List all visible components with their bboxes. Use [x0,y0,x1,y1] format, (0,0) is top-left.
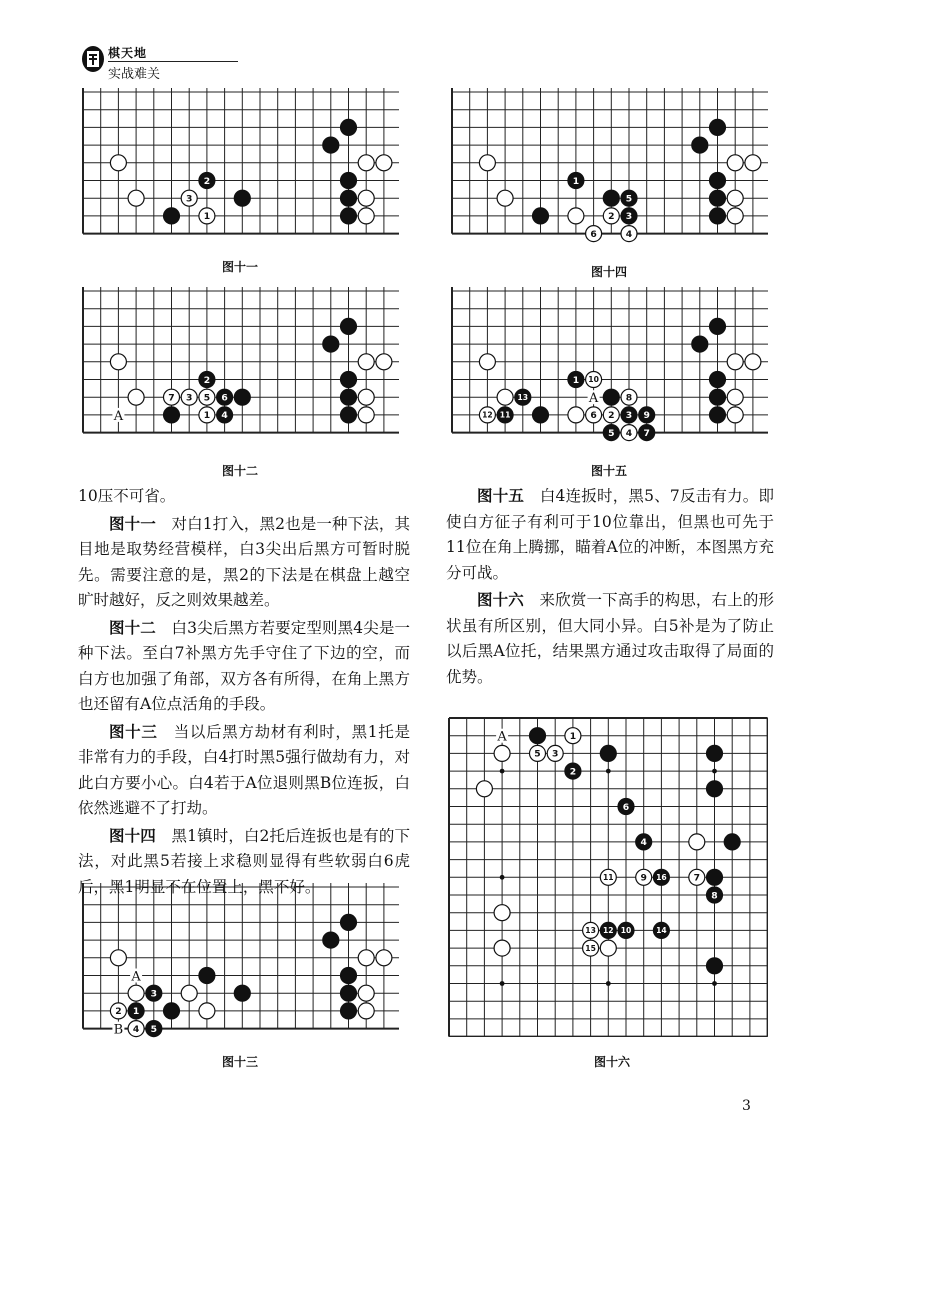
series-title: 棋天地 [108,46,148,60]
publisher-logo-icon [80,44,106,74]
move-number-label: 10 [620,926,632,936]
white-stone [568,407,584,423]
paragraph-fig13: 图十三 当以后黑方劫材有利时，黑1托是非常有力的手段，白4打时黑5强行做劫有力，对此白方要小心。白4若于A位退则黑B位连扳，白依然逃避不了打劫。 [78,722,410,817]
black-stone [234,985,250,1001]
star-point [500,981,505,986]
move-number-label: 4 [132,1023,140,1035]
move-number-label: 10 [588,375,599,385]
white-stone [497,389,513,405]
star-point [712,981,717,986]
black-stone [341,985,357,1001]
move-number-label: 7 [643,427,650,439]
move-number-label: 8 [711,890,718,902]
white-stone [600,940,616,956]
move-number-label: 16 [656,873,667,883]
black-stone [707,958,723,974]
star-point [500,769,505,774]
move-number-label: 2 [569,766,577,778]
position-mark-label: A [588,391,599,407]
black-stone [323,932,339,948]
move-number-label: 1 [572,374,580,386]
black-stone [341,119,357,135]
black-stone [710,318,726,334]
white-stone [358,208,374,224]
star-point [606,769,611,774]
black-stone [533,407,549,423]
paragraph-fig11: 图十一 对白1打入，黑2也是一种下法，其目地是取势经营模样，白3尖出后黑方可暂时脱先。需要注意的是，黑2的下法是在棋盘上越空旷时越好，反之则效果越差。 [78,514,410,609]
white-stone [376,155,392,171]
move-number-label: 15 [585,943,596,953]
move-number-label: 3 [185,392,193,404]
white-stone [494,940,510,956]
black-stone [692,336,708,352]
black-stone [341,407,357,423]
black-stone [234,190,250,206]
black-stone [341,389,357,405]
move-number-label: 9 [640,872,647,884]
black-stone [341,372,357,388]
black-stone [164,1003,180,1019]
black-stone [710,190,726,206]
diagram-caption-12: 图十二 [221,464,258,478]
white-stone [476,781,492,797]
move-number-label: 3 [551,748,559,760]
move-number-label: 11 [603,873,614,883]
move-number-label: 2 [115,1006,122,1018]
black-stone [341,914,357,930]
move-number-label: 12 [603,926,614,936]
position-mark-label: A [113,408,124,424]
black-stone [341,318,357,334]
white-stone [128,190,144,206]
move-number-label: 5 [203,392,211,404]
right-column-text [446,484,774,692]
black-stone [341,208,357,224]
move-number-label: 2 [608,410,615,422]
diagram-caption-11: 图十一 [221,260,258,274]
white-stone [745,354,761,370]
go-diagram-13 [79,883,399,1039]
white-stone [727,389,743,405]
white-stone [727,354,743,370]
white-stone [497,190,513,206]
move-number-label: 5 [625,193,633,205]
diagram-caption-14: 图十四 [590,265,627,279]
white-stone [568,208,584,224]
white-stone [727,208,743,224]
star-point [606,981,611,986]
move-number-label: 11 [499,410,511,420]
black-stone [710,208,726,224]
white-stone [727,407,743,423]
star-point [500,875,505,880]
black-stone [323,137,339,153]
move-number-label: 5 [608,427,615,439]
move-number-label: 2 [203,374,211,386]
black-stone [600,745,616,761]
black-stone [707,745,723,761]
move-number-label: 3 [625,211,633,223]
white-stone [358,985,374,1001]
move-number-label: 4 [640,837,647,849]
position-mark-label: A [497,729,507,745]
move-number-label: 1 [569,731,577,743]
white-stone [358,190,374,206]
move-number-label: 1 [203,211,211,223]
black-stone [234,389,250,405]
move-number-label: 3 [185,193,193,205]
move-number-label: 1 [203,410,211,422]
go-diagram-15 [448,287,768,443]
move-number-label: 6 [590,410,597,422]
black-stone [341,173,357,189]
black-stone [341,190,357,206]
white-stone [110,354,126,370]
white-stone [358,1003,374,1019]
white-stone [689,834,705,850]
star-point [712,769,717,774]
white-stone [727,190,743,206]
header-rule [108,61,238,62]
white-stone [376,950,392,966]
move-number-label: 12 [482,410,493,420]
diagram-caption-13: 图十三 [221,1055,258,1069]
diagram-caption-16: 图十六 [593,1055,630,1069]
position-mark-label: A [131,969,141,985]
white-stone [358,155,374,171]
go-diagram-12 [79,287,399,443]
paragraph-fig14: 图十四 黑1镇时，白2托后连扳也是有的下法，对此黑5若接上求稳则显得有些软弱白6虎后，黑1明显不在位置上，黑不好。 [78,826,410,896]
black-stone [603,190,619,206]
chapter-subtitle: 实战难关 [108,67,161,82]
black-stone [710,389,726,405]
black-stone [710,173,726,189]
paragraph-fig12: 图十二 白3尖后黑方若要定型则黑4尖是一种下法。至白7补黑方先手守住了下边的空，而白方也加强了角部，双方各有所得，在角上黑方也还留有A位点活角的手段。 [78,618,410,713]
white-stone [110,155,126,171]
move-number-label: 2 [203,175,211,187]
move-number-label: 7 [168,392,175,404]
move-number-label: 14 [656,926,667,936]
black-stone [341,1003,357,1019]
position-mark-label: B [113,1022,124,1038]
move-number-label: 2 [608,211,615,223]
black-stone [603,389,619,405]
move-number-label: 13 [585,926,596,936]
paragraph-fig16: 图十六 来欣赏一下高手的构思，右上的形状虽有所区别，但大同小异。白5补是为了防止以后黑A位托，结果黑方通过攻击取得了局面的优势。 [446,591,774,686]
move-number-label: 3 [625,410,633,422]
black-stone [692,137,708,153]
move-number-label: 4 [625,228,633,240]
white-stone [110,950,126,966]
black-stone [530,728,546,744]
black-stone [710,372,726,388]
diagram-caption-15: 图十五 [590,464,627,478]
go-diagram-14 [448,88,768,244]
move-number-label: 1 [572,175,580,187]
move-number-label: 8 [625,392,633,404]
white-stone [376,354,392,370]
black-stone [707,869,723,885]
black-stone [707,781,723,797]
black-stone [164,407,180,423]
go-diagram-16 [446,715,768,1037]
black-stone [724,834,740,850]
move-number-label: 4 [221,410,228,422]
move-number-label: 1 [132,1006,140,1018]
white-stone [358,389,374,405]
white-stone [128,389,144,405]
white-stone [358,950,374,966]
paragraph-continuation: 10压不可省。 [78,487,176,505]
move-number-label: 5 [534,748,541,760]
move-number-label: 6 [221,392,228,404]
go-diagram-11 [79,88,399,244]
move-number-label: 5 [150,1023,158,1035]
white-stone [494,745,510,761]
paragraph-fig15: 图十五 白4连扳时，黑5、7反击有力。即使白方征子有利可于10位靠出，但黑也可先于11位在角上腾挪，瞄着A位的冲断，本图黑方充分可战。 [446,487,774,582]
white-stone [727,155,743,171]
black-stone [199,968,215,984]
white-stone [181,985,197,1001]
white-stone [479,354,495,370]
black-stone [710,407,726,423]
black-stone [533,208,549,224]
white-stone [358,354,374,370]
black-stone [341,968,357,984]
move-number-label: 4 [625,427,633,439]
move-number-label: 7 [693,872,701,884]
move-number-label: 13 [517,392,529,402]
white-stone [358,407,374,423]
page-number: 3 [742,1098,751,1114]
white-stone [128,985,144,1001]
black-stone [323,336,339,352]
left-column-text [78,484,410,902]
black-stone [164,208,180,224]
move-number-label: 9 [643,410,650,422]
white-stone [494,905,510,921]
black-stone [710,119,726,135]
white-stone [479,155,495,171]
move-number-label: 3 [150,988,158,1000]
move-number-label: 6 [590,228,597,240]
white-stone [745,155,761,171]
move-number-label: 6 [622,801,630,813]
white-stone [199,1003,215,1019]
